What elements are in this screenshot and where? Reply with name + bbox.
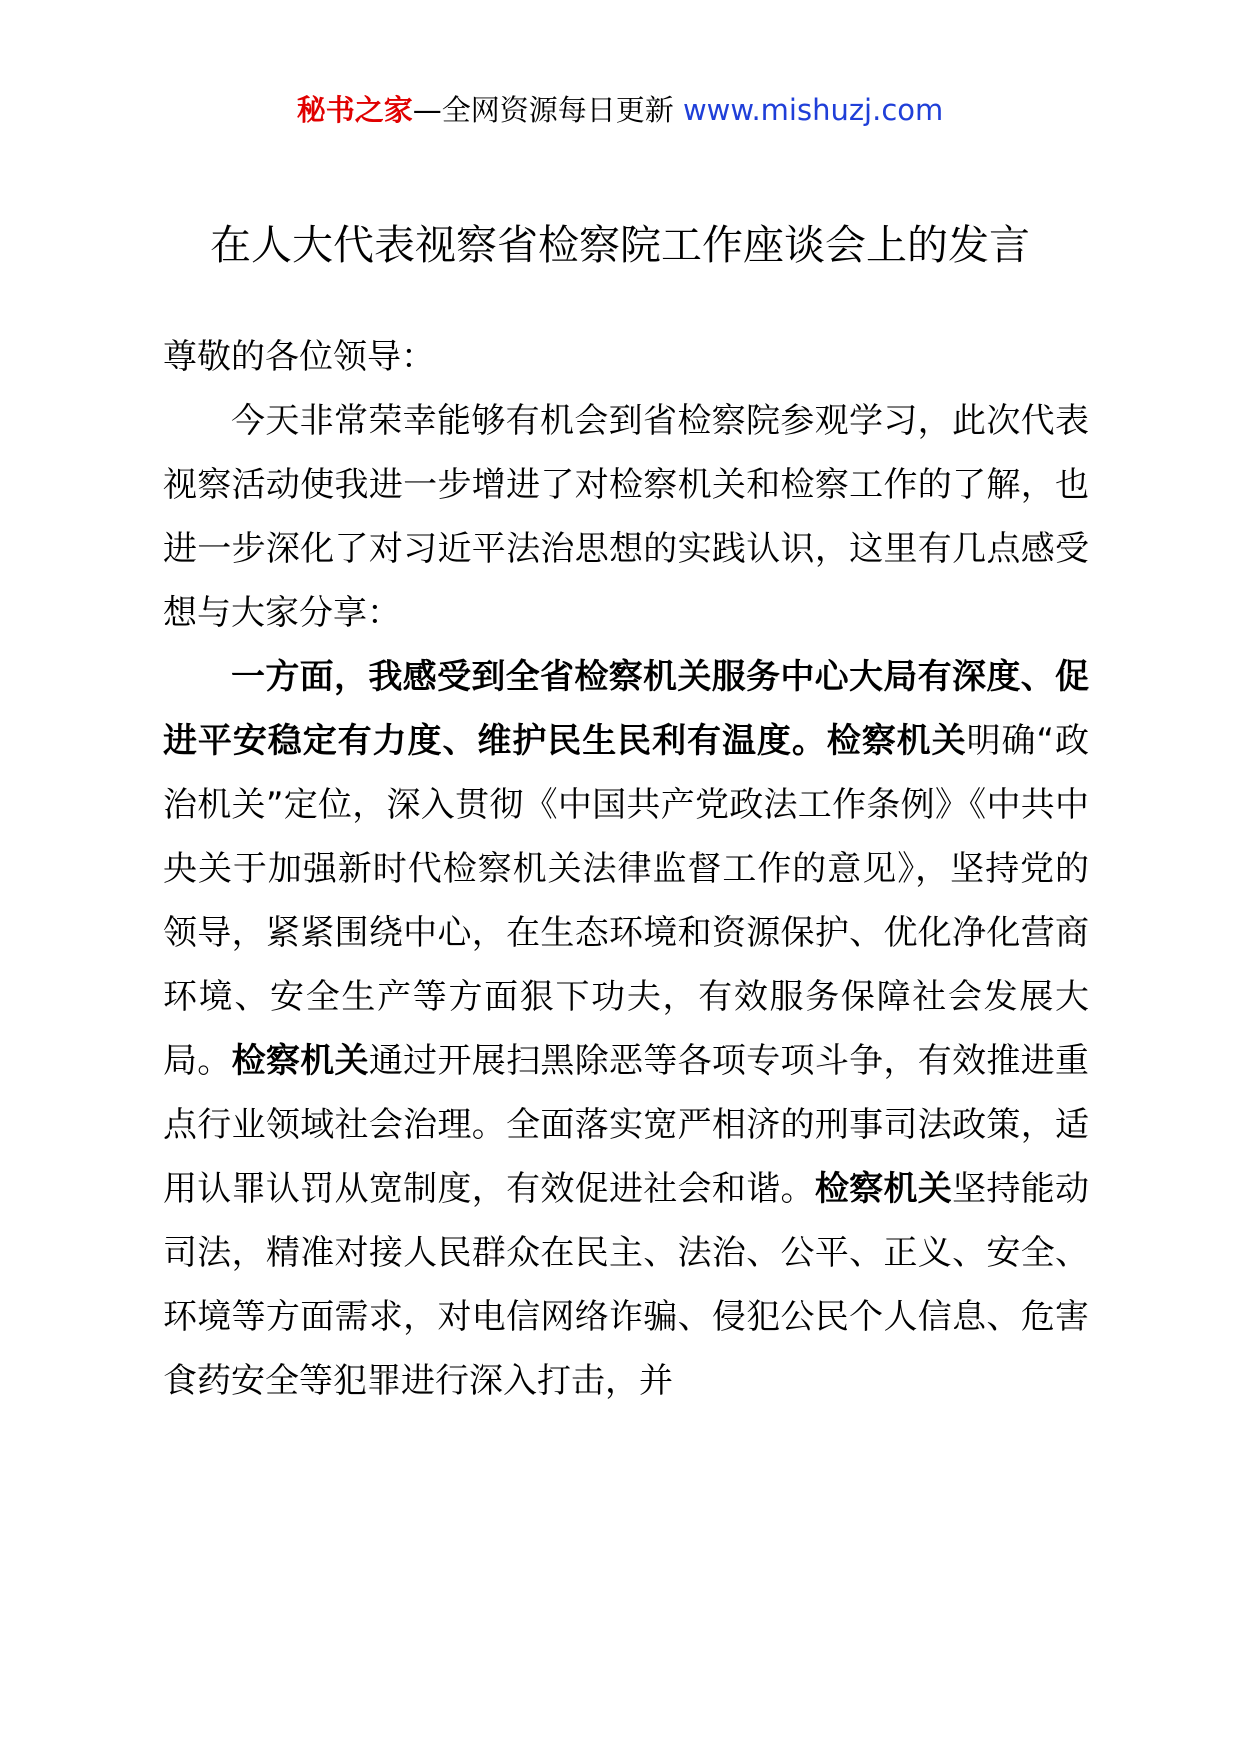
- paragraph-sentence-1: 明确“政治机关”定位，深入贯彻《中国共产党政法工作条例》《中共中央关于加强新时代检察机关法律监督工作的意见》，坚持党的领导，紧紧围绕中心，在生态环境和资源保护、优化净化营商环境、安全生产等方面狠下功夫，有效服务保障社会发展大局。: [163, 721, 1089, 1081]
- paragraph-sentence-2: 通过开展扫黑除恶等各项专项斗争，有效推进重点行业领域社会治理。全面落实宽严相济的刑事司法政策，适用认罪认罚从宽制度，有效促进社会和谐。: [163, 1041, 1090, 1209]
- document-body: [163, 325, 1089, 1413]
- salutation: 尊敬的各位领导：: [163, 337, 435, 377]
- site-slogan: —全网资源每日更新: [412, 93, 683, 127]
- site-url-link[interactable]: www.mishuzj.com: [682, 93, 944, 127]
- site-brand: 秘书之家: [296, 93, 413, 127]
- paragraph-sentence-3: 坚持能动司法，精准对接人民群众在民主、法治、公平、正义、安全、环境等方面需求，对电信网络诈骗、侵犯公民个人信息、危害食药安全等犯罪进行深入打击，并: [163, 1169, 1090, 1401]
- paragraph-bold-3: 检察机关: [814, 1169, 953, 1209]
- document-title: 在人大代表视察省检察院工作座谈会上的发言: [210, 221, 1030, 269]
- paragraph-first-aspect: [163, 645, 1089, 1413]
- paragraph-intro: 今天非常荣幸能够有机会到省检察院参观学习，此次代表视察活动使我进一步增进了对检察机关和检察工作的了解，也进一步深化了对习近平法治思想的实践认识，这里有几点感受想与大家分享：: [163, 401, 1089, 633]
- paragraph-lead-bold: 一方面，我感受到全省检察机关服务中心大局有深度、促进平安稳定有力度、维护民生民利有温度。检察机关: [163, 657, 1089, 761]
- site-header: [0, 88, 1240, 132]
- paragraph-bold-2: 检察机关: [231, 1041, 369, 1081]
